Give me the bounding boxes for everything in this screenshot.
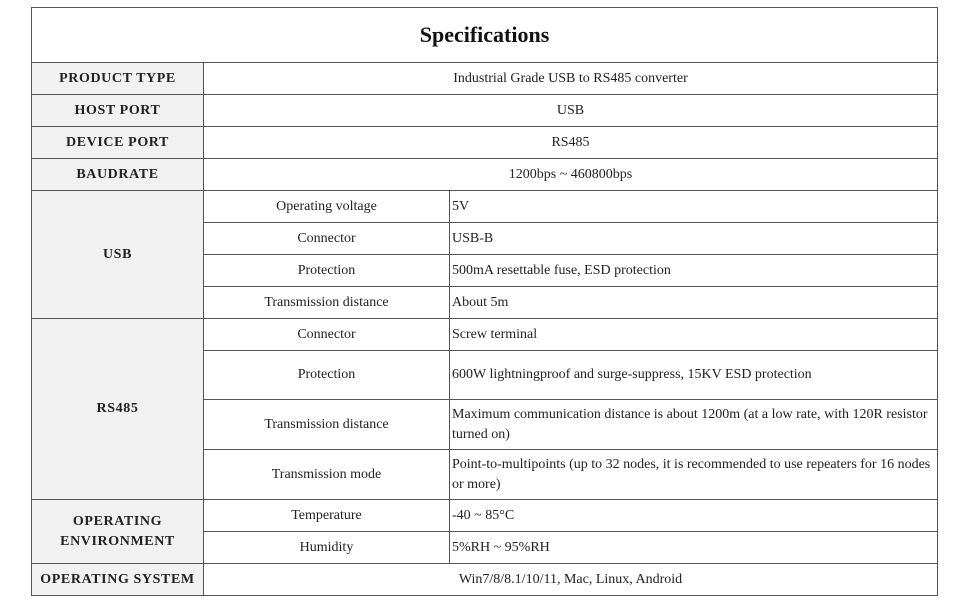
row-operating-system	[32, 564, 938, 596]
operating-environment-label-line2: ENVIRONMENT	[60, 533, 175, 549]
row-product-type	[32, 63, 938, 95]
product-type-value: Industrial Grade USB to RS485 converter	[204, 63, 938, 95]
usb-value: 5V	[450, 191, 938, 223]
usb-value: About 5m	[450, 287, 938, 319]
table-title: Specifications	[32, 8, 938, 63]
rs485-label: RS485	[32, 319, 204, 500]
host-port-value: USB	[204, 95, 938, 127]
usb-key: Protection	[204, 255, 450, 287]
usb-row	[32, 191, 938, 223]
operating-system-value: Win7/8/8.1/10/11, Mac, Linux, Android	[204, 564, 938, 596]
baudrate-value: 1200bps ~ 460800bps	[204, 159, 938, 191]
usb-value: USB-B	[450, 223, 938, 255]
host-port-label: HOST PORT	[32, 95, 204, 127]
row-baudrate	[32, 159, 938, 191]
rs485-key: Protection	[204, 351, 450, 400]
rs485-value: Maximum communication distance is about 1200m (at a low rate, with 120R resistor turned on)	[450, 400, 938, 450]
device-port-label: DEVICE PORT	[32, 127, 204, 159]
operating-environment-label-line1: OPERATING	[72, 513, 163, 529]
title-row	[32, 8, 938, 63]
specifications-table	[31, 7, 938, 596]
usb-value: 500mA resettable fuse, ESD protection	[450, 255, 938, 287]
environment-value: 5%RH ~ 95%RH	[450, 532, 938, 564]
product-type-label: PRODUCT TYPE	[32, 63, 204, 95]
environment-row	[32, 500, 938, 532]
usb-key: Transmission distance	[204, 287, 450, 319]
environment-value: -40 ~ 85°C	[450, 500, 938, 532]
row-device-port	[32, 127, 938, 159]
operating-environment-label	[32, 500, 204, 564]
rs485-key: Connector	[204, 319, 450, 351]
usb-label: USB	[32, 191, 204, 319]
environment-key: Temperature	[204, 500, 450, 532]
baudrate-label: BAUDRATE	[32, 159, 204, 191]
device-port-value: RS485	[204, 127, 938, 159]
environment-key: Humidity	[204, 532, 450, 564]
rs485-value: Point-to-multipoints (up to 32 nodes, it is recommended to use repeaters for 16 nodes or more)	[450, 450, 938, 500]
rs485-key: Transmission mode	[204, 450, 450, 500]
rs485-value: 600W lightningproof and surge-suppress, 15KV ESD protection	[450, 351, 938, 400]
row-host-port	[32, 95, 938, 127]
rs485-value: Screw terminal	[450, 319, 938, 351]
rs485-row	[32, 319, 938, 351]
usb-key: Operating voltage	[204, 191, 450, 223]
usb-key: Connector	[204, 223, 450, 255]
operating-system-label: OPERATING SYSTEM	[32, 564, 204, 596]
rs485-key: Transmission distance	[204, 400, 450, 450]
